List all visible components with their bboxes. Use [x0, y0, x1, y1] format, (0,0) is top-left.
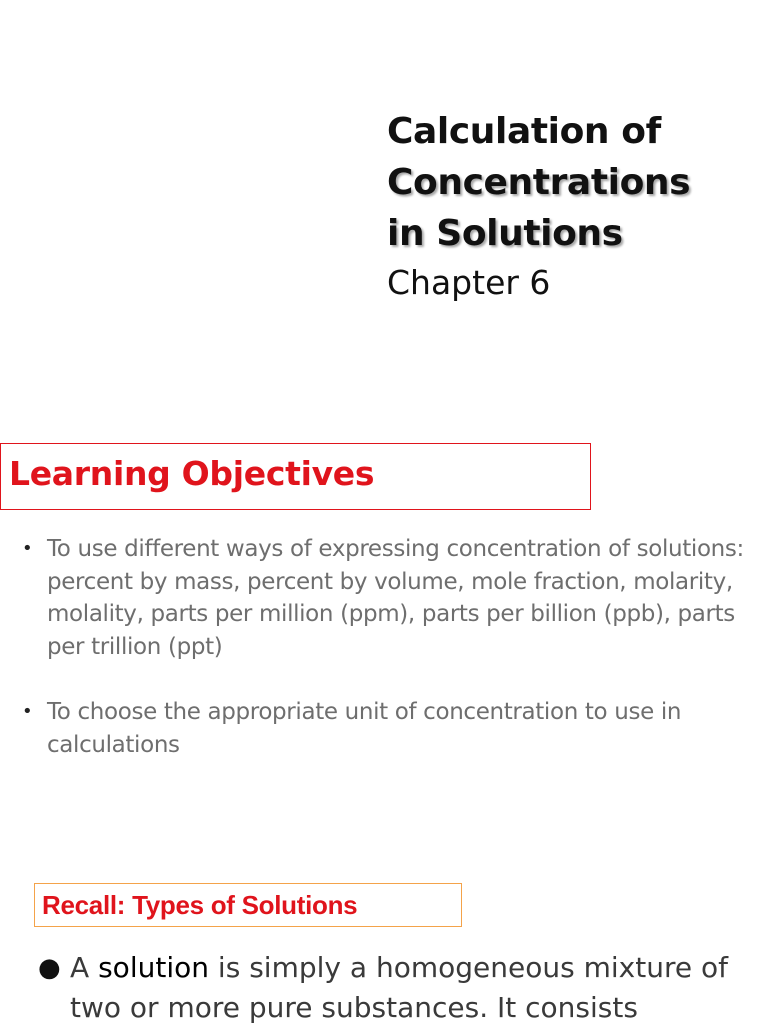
- title-line-3: in Solutions: [387, 213, 623, 254]
- objectives-list: [0, 533, 768, 761]
- learning-objectives-heading: Learning Objectives: [9, 454, 375, 493]
- definition-list: [0, 948, 768, 1024]
- definition-rest: is simply a homogeneous mixture of two or more pure substances. It consists: [70, 951, 729, 1024]
- title-line-1: Calculation of: [387, 111, 661, 152]
- chapter-label: Chapter 6: [387, 263, 551, 302]
- recall-box: [34, 883, 462, 927]
- title-block: [387, 106, 757, 305]
- list-item: [0, 948, 768, 1024]
- objective-text: To choose the appropriate unit of concentration to use in calculations: [47, 699, 682, 758]
- list-item: [0, 533, 768, 663]
- title-line-2: Concentrations: [387, 162, 691, 203]
- definition-prefix: A: [70, 951, 90, 984]
- bullet-icon: •: [22, 538, 33, 559]
- list-item: [0, 696, 768, 761]
- objective-text: To use different ways of expressing concentration of solutions: percent by mass, percent by volume, mole fraction, molarity, molality, parts per million (ppm), parts per billion (ppb), parts per trillion (ppt): [47, 536, 744, 660]
- definition-term: solution: [98, 951, 209, 984]
- learning-objectives-box: [0, 443, 591, 510]
- recall-heading: Recall: Types of Solutions: [42, 890, 358, 920]
- bullet-icon: •: [22, 701, 33, 722]
- bullet-icon: ●: [38, 953, 61, 983]
